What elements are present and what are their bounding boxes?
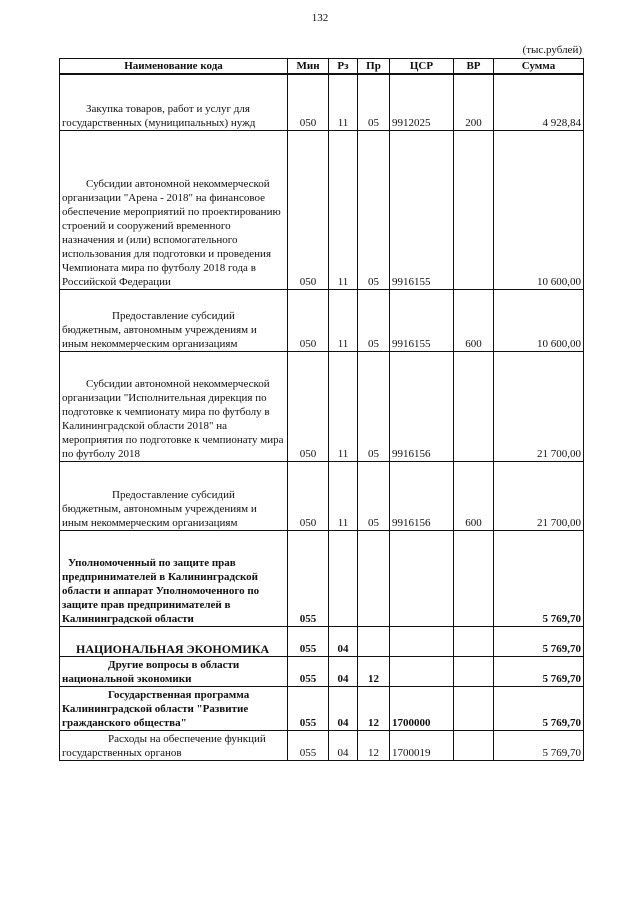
row-sum: 5 769,70 xyxy=(494,530,584,626)
row-min: 050 xyxy=(288,74,329,130)
table-row xyxy=(60,626,584,656)
row-csr: 1700019 xyxy=(390,730,454,760)
row-vr xyxy=(454,351,494,461)
row-sum: 4 928,84 xyxy=(494,74,584,130)
row-name: Субсидии автономной некоммерческой организации "Исполнительная дирекция по подготовке к чемпионату мира по футболу в Калининградской области 2018" на мероприятия по подготовке к чемпионату мира по футболу 2018 xyxy=(60,351,288,461)
row-vr: 600 xyxy=(454,461,494,530)
header-name: Наименование кода xyxy=(60,59,288,75)
header-min: Мин xyxy=(288,59,329,75)
row-rz: 11 xyxy=(329,351,358,461)
row-name: Другие вопросы в области национальной экономики xyxy=(60,656,288,686)
row-pr: 05 xyxy=(358,74,390,130)
row-rz: 04 xyxy=(329,656,358,686)
row-csr: 9912025 xyxy=(390,74,454,130)
header-sum: Сумма xyxy=(494,59,584,75)
table-row xyxy=(60,461,584,530)
row-vr xyxy=(454,130,494,289)
row-csr: 9916156 xyxy=(390,461,454,530)
row-sum: 10 600,00 xyxy=(494,130,584,289)
table-row xyxy=(60,530,584,626)
header-vr: ВР xyxy=(454,59,494,75)
row-name: Субсидии автономной некоммерческой организации "Арена - 2018" на финансовое обеспечение мероприятий по проектированию строений и сооружений временного назначения и (или) вспомогательного использования для подготовки и проведения Чемпионата мира по футболу 2018 года в Российской Федерации xyxy=(60,130,288,289)
row-rz xyxy=(329,530,358,626)
row-vr xyxy=(454,656,494,686)
row-min: 050 xyxy=(288,461,329,530)
row-vr xyxy=(454,730,494,760)
row-rz: 04 xyxy=(329,730,358,760)
table-row xyxy=(60,289,584,351)
row-vr: 600 xyxy=(454,289,494,351)
row-rz: 11 xyxy=(329,461,358,530)
row-min: 055 xyxy=(288,626,329,656)
row-name: Расходы на обеспечение функций государственных органов xyxy=(60,730,288,760)
row-sum: 10 600,00 xyxy=(494,289,584,351)
row-min: 050 xyxy=(288,130,329,289)
row-rz: 04 xyxy=(329,626,358,656)
row-sum: 5 769,70 xyxy=(494,626,584,656)
row-rz: 04 xyxy=(329,686,358,730)
row-sum: 5 769,70 xyxy=(494,730,584,760)
row-name: Закупка товаров, работ и услуг для государственных (муниципальных) нужд xyxy=(60,74,288,130)
row-name: Предоставление субсидий бюджетным, автономным учреждениям и иным некоммерческим организациям xyxy=(60,289,288,351)
table-row xyxy=(60,686,584,730)
row-csr xyxy=(390,626,454,656)
header-pr: Пр xyxy=(358,59,390,75)
row-min: 055 xyxy=(288,656,329,686)
row-pr: 05 xyxy=(358,289,390,351)
row-sum: 5 769,70 xyxy=(494,656,584,686)
row-pr: 05 xyxy=(358,130,390,289)
row-min: 050 xyxy=(288,351,329,461)
row-min: 055 xyxy=(288,730,329,760)
row-pr: 05 xyxy=(358,461,390,530)
row-pr xyxy=(358,530,390,626)
row-csr: 1700000 xyxy=(390,686,454,730)
table-row xyxy=(60,351,584,461)
row-sum: 21 700,00 xyxy=(494,461,584,530)
row-pr: 12 xyxy=(358,686,390,730)
row-csr: 9916155 xyxy=(390,130,454,289)
row-vr xyxy=(454,626,494,656)
row-min: 055 xyxy=(288,686,329,730)
row-name: Предоставление субсидий бюджетным, автономным учреждениям и иным некоммерческим организациям xyxy=(60,461,288,530)
row-rz: 11 xyxy=(329,74,358,130)
header-csr: ЦСР xyxy=(390,59,454,75)
row-sum: 5 769,70 xyxy=(494,686,584,730)
row-vr xyxy=(454,530,494,626)
row-pr: 12 xyxy=(358,656,390,686)
row-pr xyxy=(358,626,390,656)
table-header-row xyxy=(60,59,584,75)
row-csr xyxy=(390,530,454,626)
table-row xyxy=(60,74,584,130)
row-rz: 11 xyxy=(329,289,358,351)
units-label: (тыс.рублей) xyxy=(522,44,582,56)
row-pr: 12 xyxy=(358,730,390,760)
page-number: 132 xyxy=(311,12,329,24)
row-csr xyxy=(390,656,454,686)
row-name: НАЦИОНАЛЬНАЯ ЭКОНОМИКА xyxy=(60,626,288,656)
row-name: Государственная программа Калининградской области "Развитие гражданского общества" xyxy=(60,686,288,730)
row-pr: 05 xyxy=(358,351,390,461)
row-vr: 200 xyxy=(454,74,494,130)
budget-table xyxy=(59,58,584,761)
row-sum: 21 700,00 xyxy=(494,351,584,461)
row-min: 050 xyxy=(288,289,329,351)
row-csr: 9916156 xyxy=(390,351,454,461)
header-rz: Рз xyxy=(329,59,358,75)
row-min: 055 xyxy=(288,530,329,626)
row-csr: 9916155 xyxy=(390,289,454,351)
table-row xyxy=(60,656,584,686)
table-row xyxy=(60,130,584,289)
table-row xyxy=(60,730,584,760)
row-name: Уполномоченный по защите прав предпринимателей в Калининградской области и аппарат Уполномоченного по защите прав предпринимателей в Калининградской области xyxy=(60,530,288,626)
row-rz: 11 xyxy=(329,130,358,289)
row-vr xyxy=(454,686,494,730)
